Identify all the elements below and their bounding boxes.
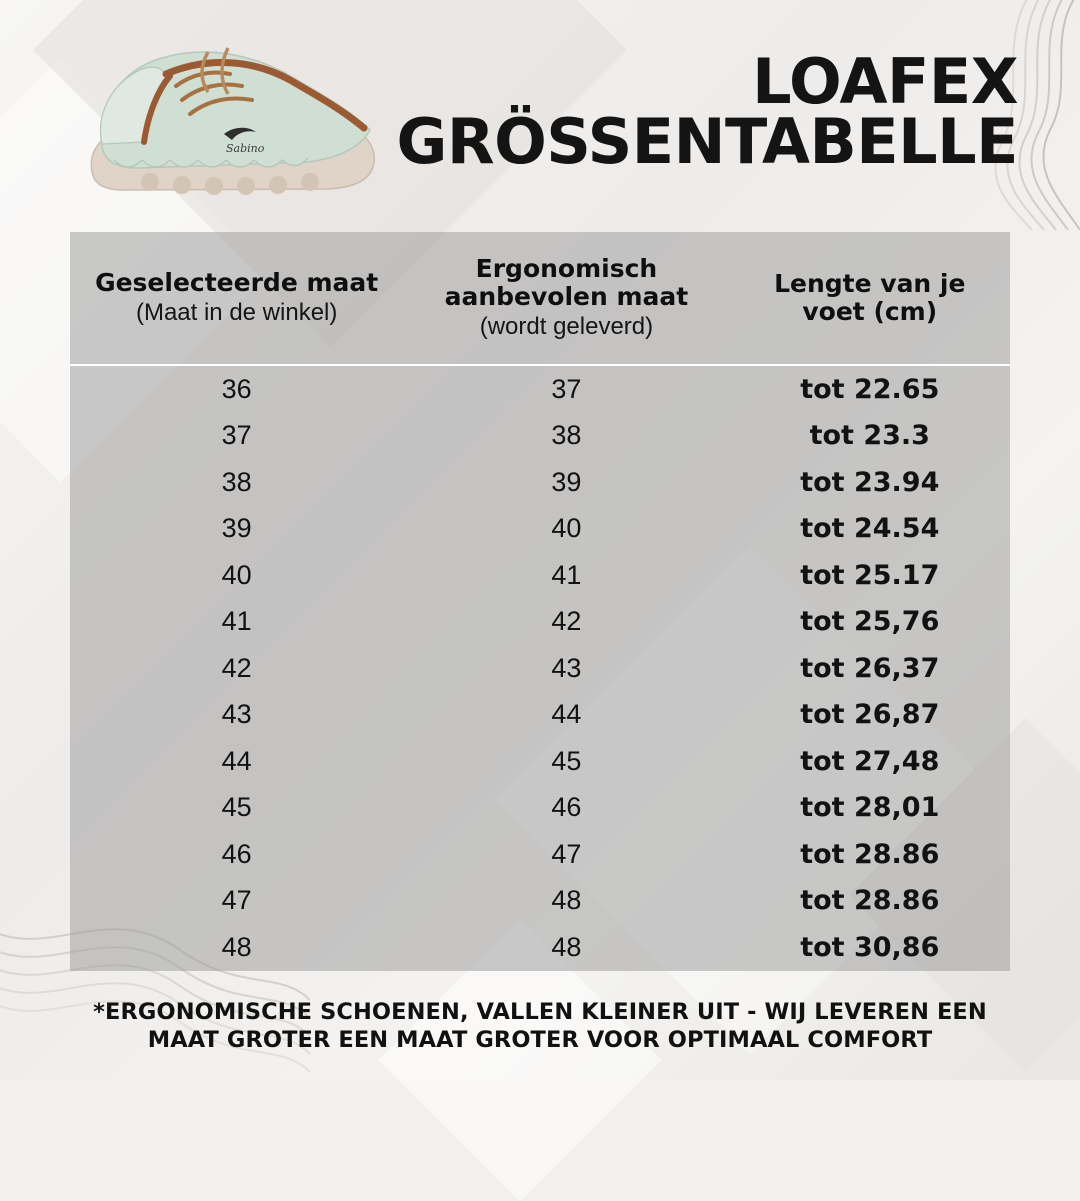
cell-foot-length: tot 28,01 [800,792,940,824]
page-title [396,45,1018,179]
cell-foot-length: tot 23.94 [800,466,940,498]
table-row [70,692,1010,739]
column-header-recommended-size-main: Ergonomisch aanbevolen maat [444,254,689,312]
table-row [70,459,1010,506]
column-header-selected-size [70,232,403,365]
cell-selected-size: 40 [221,559,252,590]
table-row [70,645,1010,692]
cell-selected-size: 45 [221,792,252,823]
cell-recommended-size: 46 [551,792,582,823]
cell-foot-length: tot 23.3 [809,420,930,452]
header [0,0,1080,215]
table-row [70,552,1010,599]
table-row [70,413,1010,460]
table-row [70,878,1010,925]
cell-selected-size: 36 [221,373,252,404]
cell-selected-size: 47 [221,885,252,916]
product-image [58,22,398,207]
cell-recommended-size: 47 [551,838,582,869]
cell-recommended-size: 37 [551,373,582,404]
cell-recommended-size: 42 [551,606,582,637]
cell-selected-size: 44 [221,745,252,776]
column-header-selected-size-main: Geselecteerde maat [95,268,379,298]
table-row [70,785,1010,832]
cell-foot-length: tot 26,37 [800,652,940,684]
cell-recommended-size: 43 [551,652,582,683]
cell-foot-length: tot 25,76 [800,606,940,638]
footnote [60,999,1020,1054]
cell-foot-length: tot 30,86 [800,931,940,963]
footnote-line-1: *ERGONOMISCHE SCHOENEN, VALLEN KLEINER UIT - WIJ LEVEREN EEN [93,999,987,1026]
cell-foot-length: tot 26,87 [800,699,940,731]
table-row [70,831,1010,878]
loafer-shoe-illustration [58,22,398,207]
cell-selected-size: 42 [221,652,252,683]
table-body [70,365,1010,971]
cell-selected-size: 41 [221,606,252,637]
table-header-row [70,232,1010,365]
title-brand: LOAFEX [752,45,1018,118]
column-header-recommended-size-sub: (wordt geleverd) [479,313,654,341]
cell-recommended-size: 40 [551,513,582,544]
title-subject: GRÖSSENTABELLE [396,105,1018,179]
table-row [70,738,1010,785]
cell-foot-length: tot 22.65 [800,373,940,405]
column-header-foot-length-main: Lengte van je voet (cm) [774,269,966,326]
cell-selected-size: 48 [221,931,252,962]
cell-recommended-size: 48 [551,885,582,916]
cell-foot-length: tot 24.54 [800,513,940,545]
cell-foot-length: tot 28.86 [800,838,940,870]
cell-selected-size: 39 [221,513,252,544]
cell-selected-size: 37 [221,420,252,451]
cell-foot-length: tot 28.86 [800,885,940,917]
cell-recommended-size: 38 [551,420,582,451]
cell-selected-size: 38 [221,466,252,497]
column-header-foot-length [730,232,1010,365]
table-row [70,365,1010,413]
svg-text:Sabino: Sabino [226,142,265,155]
size-chart-table [70,232,1010,971]
footnote-line-2: MAAT GROTER EEN MAAT GROTER VOOR OPTIMAAL COMFORT [147,1026,933,1053]
cell-foot-length: tot 25.17 [800,559,940,591]
table-row [70,599,1010,646]
cell-selected-size: 43 [221,699,252,730]
cell-recommended-size: 39 [551,466,582,497]
column-header-recommended-size [403,232,729,365]
cell-recommended-size: 48 [551,931,582,962]
table-row [70,506,1010,553]
cell-foot-length: tot 27,48 [800,745,940,777]
cell-selected-size: 46 [221,838,252,869]
cell-recommended-size: 45 [551,745,582,776]
cell-recommended-size: 44 [551,699,582,730]
table-row [70,924,1010,971]
column-header-selected-size-sub: (Maat in de winkel) [135,299,338,327]
cell-recommended-size: 41 [551,559,582,590]
